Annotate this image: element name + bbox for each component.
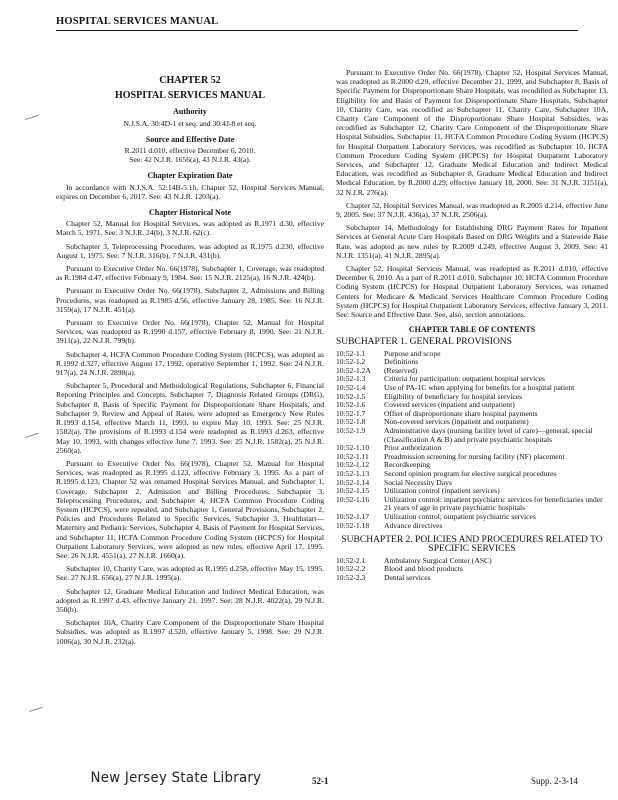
subchapter-1-title: SUBCHAPTER 1. GENERAL PROVISIONS <box>336 337 512 348</box>
toc-section-number: 10:52-1.8 <box>336 417 366 427</box>
history-heading: Chapter Historical Note <box>148 208 232 218</box>
toc-list-subchapter-1 <box>336 350 608 530</box>
chapter-number: CHAPTER 52 <box>159 75 221 86</box>
history-paragraph: Pursuant to Executive Order No. 66(1978), Chapter 52, Hospital Services Manual, was readopted as R.2000 d.29, effective December 21, 1999, and Subchapter 8, Basis of Specific Payment for Disproportionate Share Hospitals, was recodified as Subchapter 13, Eligibility for and Basis of Payment for Disproportionate Share Hospitals, Subchapter 10, Charity Care, was recodified as Subchapter 11, Charity Care, Subchapter 10A, Charity Care Component of the Disproportionate Share Hospital Subsidies, was recodified as Subchapter 12, Charity Care Component of the Disproportionate Share Hospital Subsidies, Subchapter 11, HCFA Common Procedure Coding System (HCPCS) for Hospital Outpatient Laboratory Services, was recodified as Subchapter 10, HCFA Common Procedure Coding System (HCPCS) for Hospital Outpatient Laboratory Services, and Subchapter 12, Graduate Medical Education and Indirect Medical Education, was recodified as Subchapter 8, Graduate Medical Education and Indirect Medical Education, by R.2000 d.29, effective January 18, 2000. See: 31 N.J.R. 3151(a), 32 N.J.R. 276(a). <box>336 68 608 197</box>
toc-list-subchapter-2 <box>336 557 608 583</box>
toc-entry <box>336 427 608 444</box>
page-number: 52-1 <box>312 776 329 786</box>
left-column <box>56 76 324 650</box>
toc-entry <box>336 574 608 583</box>
toc-section-title: Utilization control; outpatient psychiatric services <box>384 511 536 521</box>
toc-section-title: Definitions <box>384 357 419 367</box>
toc-section-title: Recordkeeping <box>384 460 430 470</box>
history-paragraph: Pursuant to Executive Order No. 66(1978), Subchapter 2, Admissions and Billing Procedures, was readopted as R.1985 d.56, effective January 28, 1985. See: 16 N.J.R. 3159(a), 17 N.J.R. 451(a). <box>56 286 324 314</box>
toc-title: CHAPTER TABLE OF CONTENTS <box>408 325 536 335</box>
history-paragraph: Pursuant to Executive Order No. 66(1978), Subchapter 1, Coverage, was readopted as R.1984 d.47, effective February 9, 1984. See: 15 N.J.R. 2125(a), 16 N.J.R. 424(b). <box>56 264 324 283</box>
toc-section-number: 10:52-1.9 <box>336 426 366 436</box>
toc-section-number: 10:52-2.3 <box>336 572 366 582</box>
history-paragraph: Subchapter 12, Graduate Medical Education and Indirect Medical Education, was adopted as R.1997 d.43, effective January 21, 1997. See: 28 N.J.R. 4022(a), 29 N.J.R. 350(b). <box>56 586 324 614</box>
history-paragraph: Subchapter 3, Teleprocessing Procedures, was adopted as R.1975 d.230, effective August 1, 1975. See: 7 N.J.R. 316(b), 7 N.J.R. 431(b). <box>56 241 324 260</box>
toc-section-title: Eligibility of beneficiary for hospital services <box>384 391 523 401</box>
toc-section-number: 10:52-1.2 <box>336 357 366 367</box>
toc-section-number: 10:52-1.14 <box>336 477 370 487</box>
source-text: R.2011 d.010, effective December 6, 2010. See: 42 N.J.R. 1656(a), 43 N.J.R. 43(a). <box>124 146 256 165</box>
toc-entry <box>336 522 608 531</box>
toc-section-number: 10:52-1.6 <box>336 400 366 410</box>
toc-section-number: 10:52-1.7 <box>336 408 366 418</box>
margin-mark <box>23 110 38 120</box>
history-paragraph: Chapter 52, Hospital Services Manual, was readopted as R.2005 d.214, effective June 9, 2005. See: 37 N.J.R. 436(a), 37 N.J.R. 2506(a). <box>336 200 608 220</box>
history-paragraph: Subchapter 5, Procedural and Methodological Regulations, Subchapter 6, Financial Reporting Principles and Concepts, Subchapter 7, Diagnosis Related Groups (DRG), Subchapter 8, Basis of Specific Payment for Disproportionate Share Hospitals, and Subchapter 9, Review and Appeal of Rates, were adopted as Emergency New Rules R.1993 d.154, effective March 11, 1993, to expire May 10, 1993. See: 25 N.J.R. 1582(a). The provisions of R.1993 d.154 were readopted as R.1993 d.263, effective May 10, 1993, with changes effective June 7, 1993. See: 25 N.J.R. 1582(a), 25 N.J.R. 2560(a). <box>56 381 324 455</box>
toc-section-title: Advance directives <box>384 520 443 530</box>
toc-section-number: 10:52-2.1 <box>336 555 366 565</box>
toc-section-number: 10:52-1.15 <box>336 486 370 496</box>
toc-section-number: 10:52-2.2 <box>336 564 366 574</box>
toc-section-number: 10:52-1.13 <box>336 469 370 478</box>
toc-section-title: (Reserved) <box>384 365 418 375</box>
history-paragraph: Subchapter 4, HCFA Common Procedure Coding System (HCPCS), was adopted as R.1992 d.327, effective August 17, 1992, operative September 1, 1992. See: 24 N.J.R. 917(a), 24 N.J.R. 2898(a). <box>56 349 324 378</box>
toc-section-number: 10:52-1.3 <box>336 374 366 384</box>
subchapter-2-title: SUBCHAPTER 2. POLICIES AND PROCEDURES RELATED TO SPECIFIC SERVICES <box>341 535 603 555</box>
toc-section-title: Blood and blood products <box>384 564 463 574</box>
toc-entry <box>336 358 608 367</box>
toc-section-title: Dental services <box>384 572 431 582</box>
authority-heading: Authority <box>173 107 207 117</box>
toc-entry <box>336 453 608 462</box>
toc-section-title: Preadmission screening for nursing facility (NF) placement <box>384 451 565 461</box>
header-rule <box>56 30 578 31</box>
toc-section-title: Ambulatory Surgical Center (ASC) <box>384 555 492 565</box>
toc-section-number: 10:52-1.10 <box>336 443 370 453</box>
toc-section-title: Prior authorization <box>384 443 442 453</box>
margin-mark <box>27 702 42 712</box>
toc-section-number: 10:52-1.2A <box>336 365 371 375</box>
toc-section-number: 10:52-1.5 <box>336 391 366 401</box>
toc-section-title: Use of PA-1C when applying for benefits for a hospital patient <box>384 383 575 393</box>
toc-section-number: 10:52-1.11 <box>336 451 369 461</box>
toc-section-title: Covered services (inpatient and outpatient) <box>384 400 515 410</box>
margin-mark <box>23 428 38 438</box>
toc-section-number: 10:52-1.1 <box>336 348 366 358</box>
history-paragraph: Subchapter 10A, Charity Care Component of the Disproportionate Share Hospital Subsidies, was adopted as R.1997 d.520, effective January 5, 1998. See: 29 N.J.R. 1006(a), 30 N.J.R. 232(a). <box>56 618 324 646</box>
toc-entry <box>336 470 608 479</box>
history-paragraph: Pursuant to Executive Order No. 66(1978), Chapter 52, Manual for Hospital Services, was readopted as R.1995 d.123, effective February 3, 1995. As a part of R.1995 d.123, Chapter 52 was renamed Hospital Services Manual, and Subchapter 1, Coverage, Subchapter 2, Admission and Billing Procedures, Subchapter 3, Teleprocessing Procedures, and Subchapter 4, HCFA Common Procedure Coding System (HCPCS), were repealed, and Subchapter 1, General Provisions, Subchapter 2, Policies and Procedures Related to Specific Services, Subchapter 3, Healthstart—Maternity and Pediatric Services, Subchapter 4, Basis of Payment for Hospital Services, and Subchapter 11, HCFA Common Procedure Coding System (HCPCS) for Hospital Outpatient Laboratory Services, were adopted as new rules, effective April 17, 1995. See: 26 N.J.R. 4551(a), 27 N.J.R. 1660(a). <box>56 458 324 560</box>
toc-section-title: Offset of disproportionate share hospital payments <box>384 408 538 418</box>
toc-section-number: 10:52-1.16 <box>336 494 370 504</box>
toc-entry <box>336 350 608 359</box>
toc-section-number: 10:52-1.18 <box>336 520 370 530</box>
toc-section-title: Utilization control: inpatient psychiatric services for beneficiaries under 21 years of age in private psychiatric hospitals <box>384 494 603 513</box>
running-head: HOSPITAL SERVICES MANUAL <box>56 16 219 27</box>
history-paragraph: Chapter 52, Manual for Hospital Services, was adopted as R.1971 d.30, effective March 5, 1971. See: 3 N.J.R. 24(b), 3 N.J.R. 62(c). <box>56 219 324 238</box>
authority-text: N.J.S.A. 30:4D-1 et seq. and 30:4J-8 et seq. <box>123 118 257 128</box>
supplement-date: Supp. 2-3-14 <box>531 776 578 786</box>
toc-section-title: Social Necessity Days <box>384 477 452 487</box>
history-paragraph: Chapter 52, Hospital Services Manual, was readopted as R.2011 d.010, effective December 6, 2010. As a part of R.2011 d.010, Subchapter 10, HCFA Common Procedure Coding System (HCPCS) for Hospital Outpatient Laboratory Services, was renamed Centers for Medicare & Medicaid Services Healthcare Common Procedure Coding System (HCPCS) for Hospital Outpatient Laboratory Services, effective January 3, 2011. See: Source and Effective Date. See, also, section annotations. <box>336 264 608 320</box>
manual-title: HOSPITAL SERVICES MANUAL <box>114 90 266 102</box>
toc-section-title: Purpose and scope <box>384 348 441 358</box>
toc-section-number: 10:52-1.12 <box>336 460 370 470</box>
toc-entry <box>336 557 608 566</box>
history-paragraph: Subchapter 10, Charity Care, was adopted as R.1995 d.258, effective May 15, 1995. See: 27 N.J.R. 656(a), 27 N.J.R. 1995(a). <box>56 564 324 583</box>
toc-section-title: Utilization control (inpatient services) <box>384 486 500 496</box>
toc-entry <box>336 565 608 574</box>
toc-section-title: Administrative days (nursing facility level of care)—general, special (Classification A & B) and private psychiatric hospitals <box>384 426 593 444</box>
toc-entry <box>336 513 608 522</box>
toc-section-number: 10:52-1.17 <box>336 511 370 521</box>
expiration-heading: Chapter Expiration Date <box>147 171 233 181</box>
toc-entry <box>336 496 608 513</box>
toc-section-number: 10:52-1.4 <box>336 383 366 393</box>
source-heading: Source and Effective Date <box>145 134 235 144</box>
history-paragraph: Pursuant to Executive Order No. 66(1978), Chapter 52, Manual for Hospital Services, was readopted as R.1990 d.157, effective February 8, 1990. See: 21 N.J.R. 3911(a), 22 N.J.R. 799(b). <box>56 318 324 346</box>
expiration-text: In accordance with N.J.S.A. 52:14B-5.1b, Chapter 52, Hospital Services Manual, expires on December 6, 2017. See: 43 N.J.R. 1203(a). <box>56 182 324 201</box>
library-watermark: New Jersey State Library <box>90 770 262 786</box>
toc-section-title: Non-covered services (inpatient and outpatient) <box>384 417 529 427</box>
toc-section-title: Criteria for participation: outpatient hospital services <box>384 374 545 384</box>
right-column <box>336 68 608 582</box>
toc-section-title: Second opinion program for elective surgical procedures <box>384 469 557 478</box>
history-paragraph: Subchapter 14, Methodology for Establishing DRG Payment Rates for Inpatient Services at General Acute Care Hospitals Based on DRG Weights and a Statewide Base Rate, was adopted as new rules by R.2009 d.249, effective August 3, 2009. See: 41 N.J.R. 1351(a), 41 N.J.R. 2895(a). <box>336 223 608 260</box>
